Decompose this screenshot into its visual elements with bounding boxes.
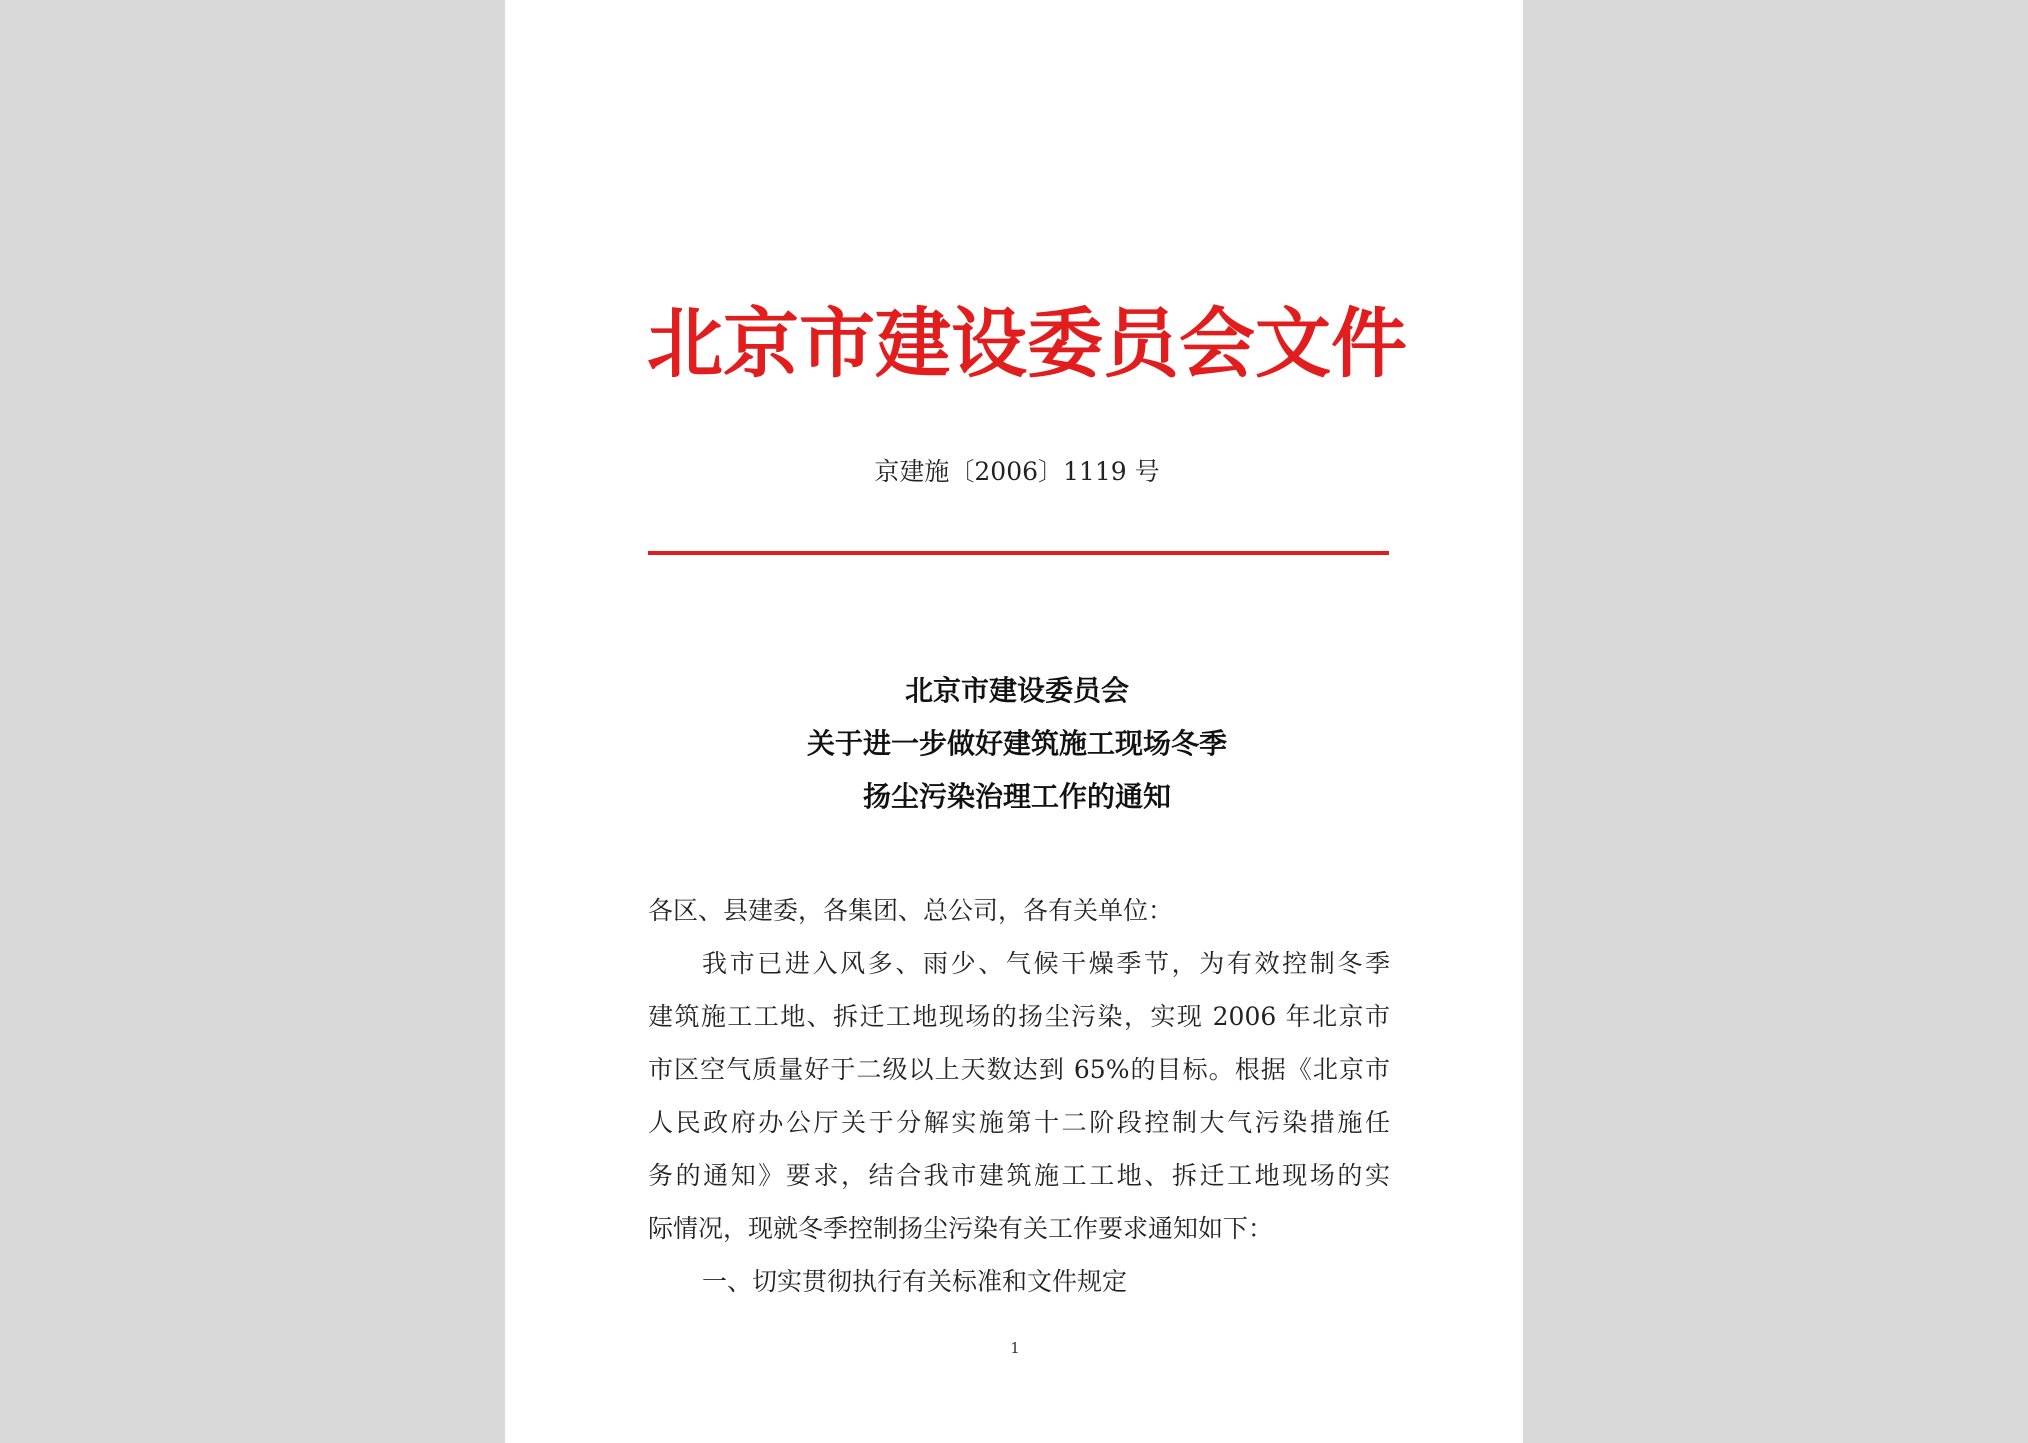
body-line: 市区空气质量好于二级以上天数达到 65%的目标。根据《北京市 bbox=[648, 1055, 1390, 1084]
body-line: 建筑施工工地、拆迁工地现场的扬尘污染，实现 2006 年北京市 bbox=[648, 1002, 1390, 1031]
notice-subject bbox=[647, 664, 1387, 823]
salutation: 各区、县建委，各集团、总公司，各有关单位： bbox=[648, 896, 1174, 925]
document-header-title: 北京市建设委员会文件 bbox=[647, 299, 1407, 388]
notice-body bbox=[648, 884, 1390, 1308]
body-line: 我市已进入风多、雨少、气候干燥季节，为有效控制冬季 bbox=[702, 949, 1390, 978]
red-separator-line bbox=[648, 551, 1389, 555]
page-number: 1 bbox=[1010, 1339, 1020, 1357]
body-line: 际情况，现就冬季控制扬尘污染有关工作要求通知如下： bbox=[648, 1214, 1274, 1243]
body-line: 人民政府办公厅关于分解实施第十二阶段控制大气污染措施任 bbox=[648, 1108, 1390, 1137]
document-number: 京建施〔2006〕1119 号 bbox=[874, 457, 1160, 486]
subject-line-1: 北京市建设委员会 bbox=[904, 674, 1129, 707]
document-page bbox=[505, 0, 1523, 1443]
subject-line-3: 扬尘污染治理工作的通知 bbox=[862, 780, 1171, 813]
section-heading: 一、切实贯彻执行有关标准和文件规定 bbox=[702, 1267, 1128, 1296]
body-line: 务的通知》要求，结合我市建筑施工工地、拆迁工地现场的实 bbox=[648, 1161, 1390, 1190]
subject-line-2: 关于进一步做好建筑施工现场冬季 bbox=[806, 727, 1227, 760]
